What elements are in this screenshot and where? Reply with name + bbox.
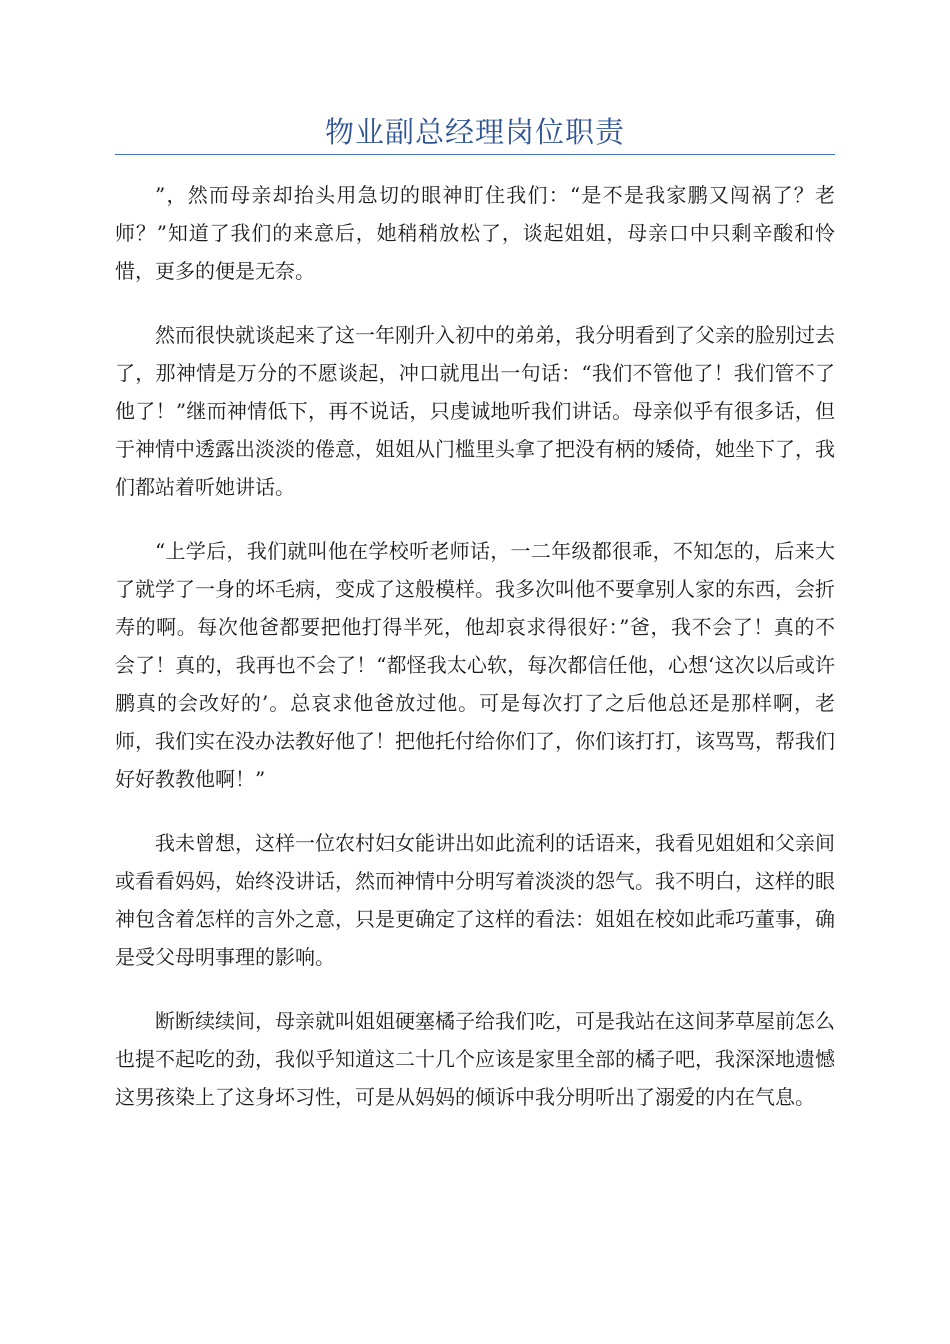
paragraph-4: 我未曾想，这样一位农村妇女能讲出如此流利的话语来，我看见姐姐和父亲间或看看妈妈，始终没讲话，然而神情中分明写着淡淡的怨气。我不明白，这样的眼神包含着怎样的言外之意，只是更确定了这样的看法：姐姐在校如此乖巧董事，确是受父母明事理的影响。	[115, 831, 835, 969]
title-underline	[115, 154, 835, 155]
document-body	[115, 176, 835, 1142]
paragraph-5: 断断续续间，母亲就叫姐姐硬塞橘子给我们吃，可是我站在这间茅草屋前怎么也提不起吃的劲，我似乎知道这二十几个应该是家里全部的橘子吧，我深深地遗憾这男孩染上了这身坏习性，可是从妈妈的倾诉中我分明听出了溺爱的内在气息。	[115, 1009, 835, 1109]
paragraph-2: 然而很快就谈起来了这一年刚升入初中的弟弟，我分明看到了父亲的脸别过去了，那神情是万分的不愿谈起，冲口就甩出一句话：“我们不管他了！我们管不了他了！”继而神情低下，再不说话，只虔诚地听我们讲话。母亲似乎有很多话，但于神情中透露出淡淡的倦意，姐姐从门槛里头拿了把没有柄的矮倚，她坐下了，我们都站着听她讲话。	[115, 323, 835, 499]
document-title: 物业副总经理岗位职责	[324, 115, 625, 149]
paragraph-1: ”，然而母亲却抬头用急切的眼神盯住我们：“是不是我家鹏又闯祸了？老师？”知道了我们的来意后，她稍稍放松了，谈起姐姐，母亲口中只剩辛酸和怜惜，更多的便是无奈。	[115, 183, 835, 283]
paragraph-3: “上学后，我们就叫他在学校听老师话，一二年级都很乖，不知怎的，后来大了就学了一身的坏毛病，变成了这般模样。我多次叫他不要拿别人家的东西，会折寿的啊。每次他爸都要把他打得半死，他却哀求得很好：”爸，我不会了！真的不会了！真的，我再也不会了！“都怪我太心软，每次都信任他，心想‘这次以后或许鹏真的会改好的’。总哀求他爸放过他。可是每次打了之后他总还是那样啊，老师，我们实在没办法教好他了！把他托付给你们了，你们该打打，该骂骂，帮我们好好教教他啊！”	[115, 539, 835, 791]
